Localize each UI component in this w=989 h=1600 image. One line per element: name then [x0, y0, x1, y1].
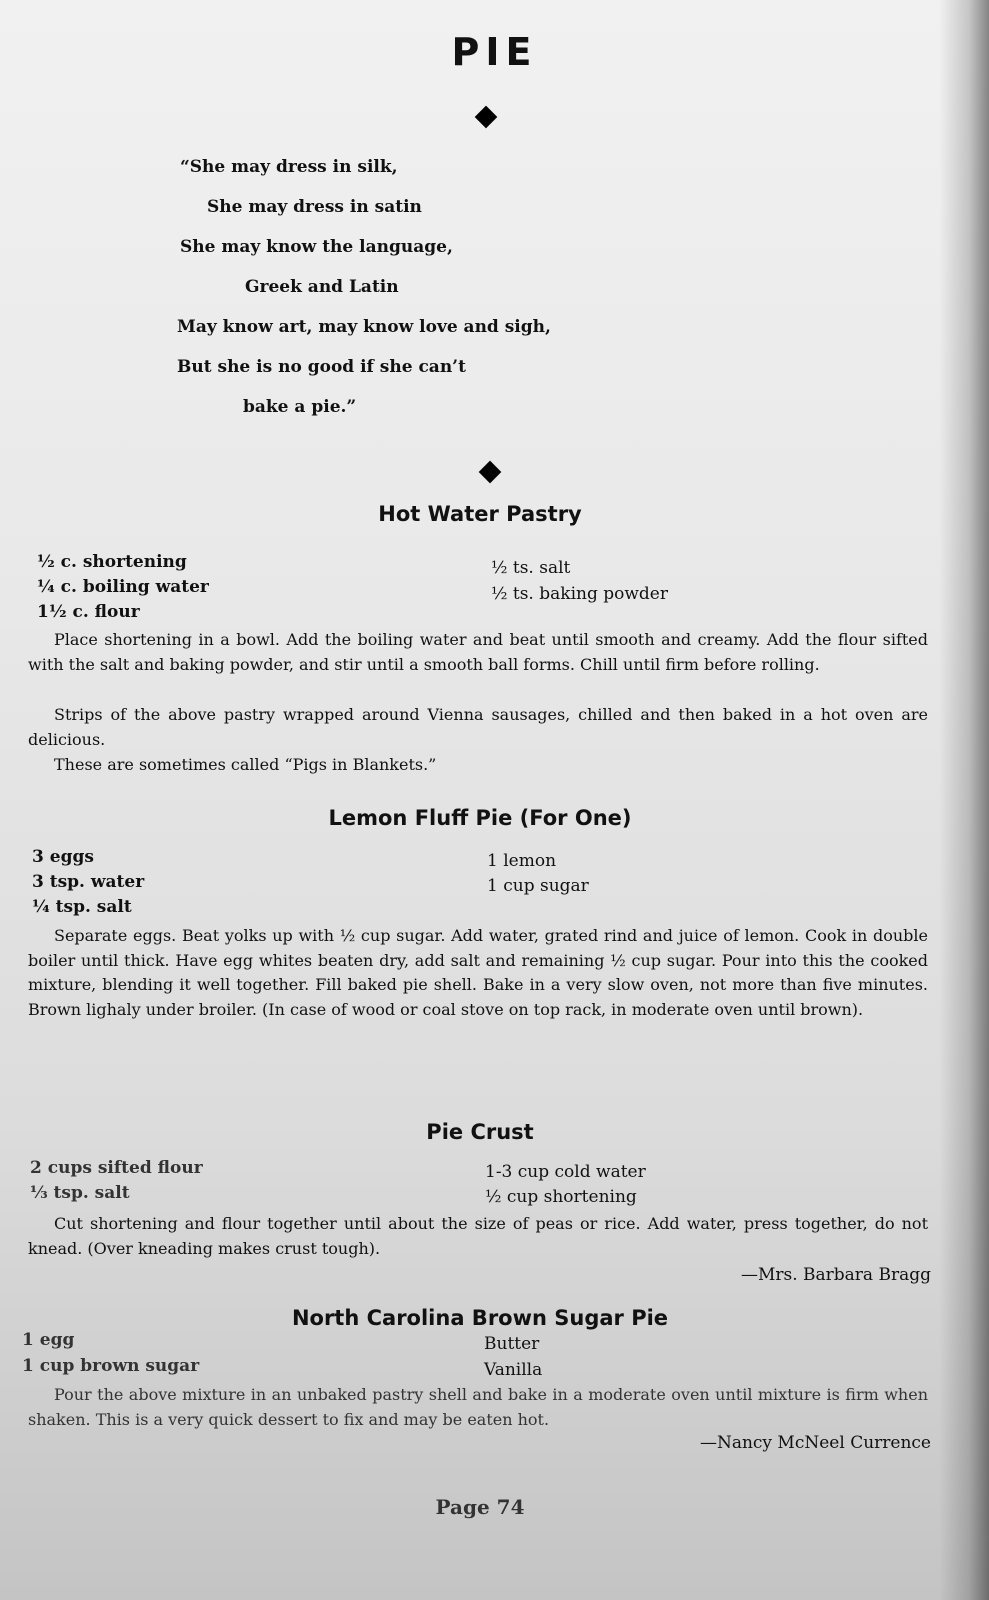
ingredient: ½ ts. salt: [491, 558, 571, 578]
poem-line: bake a pie.”: [243, 397, 357, 417]
ingredient: 1 egg: [22, 1330, 75, 1350]
ingredient: 2 cups sifted flour: [30, 1158, 203, 1178]
recipe-instructions: Cut shortening and flour together until about the size of peas or rice. Add water, press together, do not knead. (Over kneading makes crust tough).: [28, 1214, 928, 1258]
ingredient: ½ cup shortening: [485, 1187, 637, 1207]
recipe-attribution: —Nancy McNeel Currence: [699, 1433, 931, 1453]
recipe-title: Hot Water Pastry: [378, 502, 582, 526]
diamond-ornament-icon: [475, 106, 498, 129]
ingredient: 1-3 cup cold water: [485, 1162, 646, 1182]
ingredient: 3 tsp. water: [32, 872, 145, 892]
recipe-attribution: —Mrs. Barbara Bragg: [740, 1265, 931, 1285]
poem-line: May know art, may know love and sigh,: [177, 317, 551, 337]
recipe-instructions: Separate eggs. Beat yolks up with ½ cup sugar. Add water, grated rind and juice of lemon. Cook in double boiler until thick. Have egg whites beaten dry, add salt and remaining ½ cup sugar. Pour into this the cooked mixture, blending it well together. Fill baked pie shell. Bake in a very slow oven, not more than five minutes. Brown lighaly under broiler. (In case of wood or coal stove on top rack, in moderate oven until brown).: [28, 926, 928, 1019]
ingredient: 1 lemon: [487, 851, 557, 871]
ingredient: ¼ c. boiling water: [37, 577, 209, 597]
poem-line: Greek and Latin: [245, 277, 399, 297]
ingredient: 3 eggs: [32, 847, 94, 867]
recipe-title: North Carolina Brown Sugar Pie: [291, 1306, 669, 1330]
page-number: Page 74: [435, 1495, 525, 1519]
ingredient: Vanilla: [484, 1360, 543, 1380]
poem-line: But she is no good if she can’t: [177, 357, 466, 377]
recipe-title: Lemon Fluff Pie (For One): [328, 806, 632, 830]
poem-line: She may know the language,: [180, 237, 453, 257]
ingredient: ½ c. shortening: [37, 552, 187, 572]
diamond-ornament-icon: [479, 461, 502, 484]
ingredient: ⅓ tsp. salt: [30, 1183, 130, 1203]
recipe-note: Strips of the above pastry wrapped around Vienna sausages, chilled and then baked in a hot oven are delicious.: [28, 705, 928, 749]
recipe-note: These are sometimes called “Pigs in Blankets.”: [54, 755, 437, 774]
ingredient: 1½ c. flour: [37, 602, 140, 622]
recipe-instructions: Pour the above mixture in an unbaked pastry shell and bake in a moderate oven until mixture is firm when shaken. This is a very quick dessert to fix and may be eaten hot.: [28, 1385, 928, 1429]
ingredient: ½ ts. baking powder: [491, 584, 668, 604]
ingredient: ¼ tsp. salt: [32, 897, 132, 917]
ingredient: 1 cup brown sugar: [22, 1356, 200, 1376]
ingredient: Butter: [484, 1334, 540, 1354]
ingredient: 1 cup sugar: [487, 876, 589, 896]
page-title: PIE: [451, 30, 538, 74]
recipe-instructions: Place shortening in a bowl. Add the boiling water and beat until smooth and creamy. Add the flour sifted with the salt and baking powder, and stir until a smooth ball forms. Chill until firm before rolling.: [28, 630, 928, 674]
poem-line: She may dress in satin: [207, 197, 422, 217]
recipe-title: Pie Crust: [426, 1120, 534, 1144]
poem-line: “She may dress in silk,: [180, 157, 398, 177]
